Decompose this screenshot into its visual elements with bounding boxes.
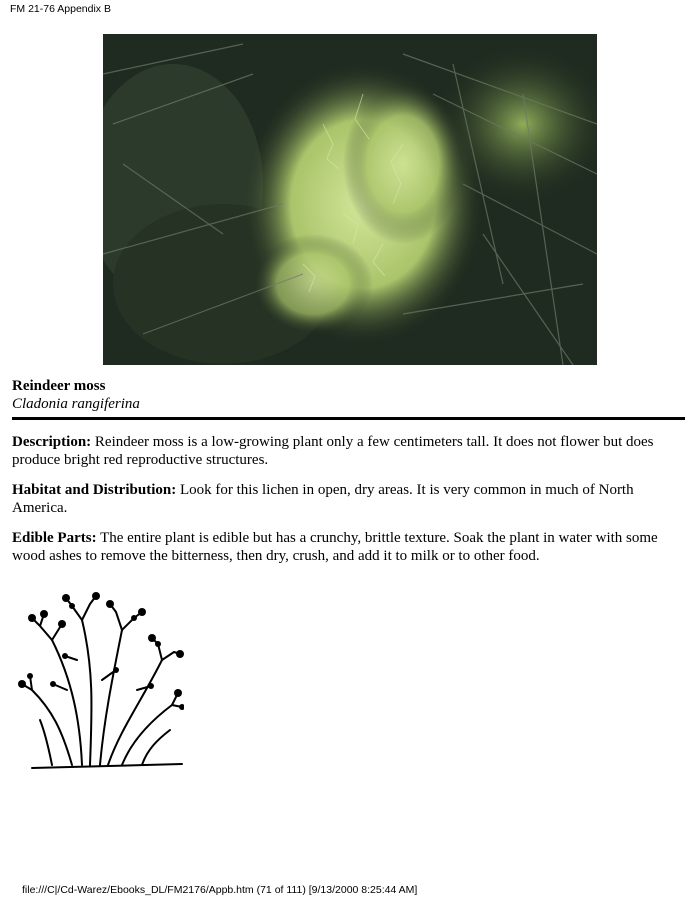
common-name: Reindeer moss — [12, 378, 106, 394]
page-footer: file:///C|/Cd-Warez/Ebooks_DL/FM2176/Appb.htm (71 of 111) [9/13/2000 8:25:44 AM] — [22, 884, 418, 896]
page-header: FM 21-76 Appendix B — [10, 3, 111, 15]
edible-parts-text: The entire plant is edible but has a crunchy, brittle texture. Soak the plant in water with some wood ashes to remove the bitterness, then dry, crush, and add it to milk or to other food. — [12, 530, 658, 564]
description-label: Description: — [12, 434, 92, 450]
section-divider — [12, 417, 685, 420]
habitat-label: Habitat and Distribution: — [12, 482, 177, 498]
reindeer-moss-photo — [103, 34, 597, 365]
description-text: Reindeer moss is a low-growing plant only a few centimeters tall. It does not flower but does produce bright red reproductive structures. — [12, 434, 654, 468]
scientific-name: Cladonia rangiferina — [12, 396, 140, 412]
reindeer-moss-illustration — [12, 580, 184, 776]
edible-parts-label: Edible Parts: — [12, 530, 97, 546]
plant-title-block — [12, 377, 140, 413]
habitat-text: Look for this lichen in open, dry areas. It is very common in much of North America. — [12, 482, 634, 516]
plant-description — [12, 433, 685, 577]
habitat-paragraph — [12, 481, 685, 517]
description-paragraph — [12, 433, 685, 469]
edible-parts-paragraph — [12, 529, 685, 565]
